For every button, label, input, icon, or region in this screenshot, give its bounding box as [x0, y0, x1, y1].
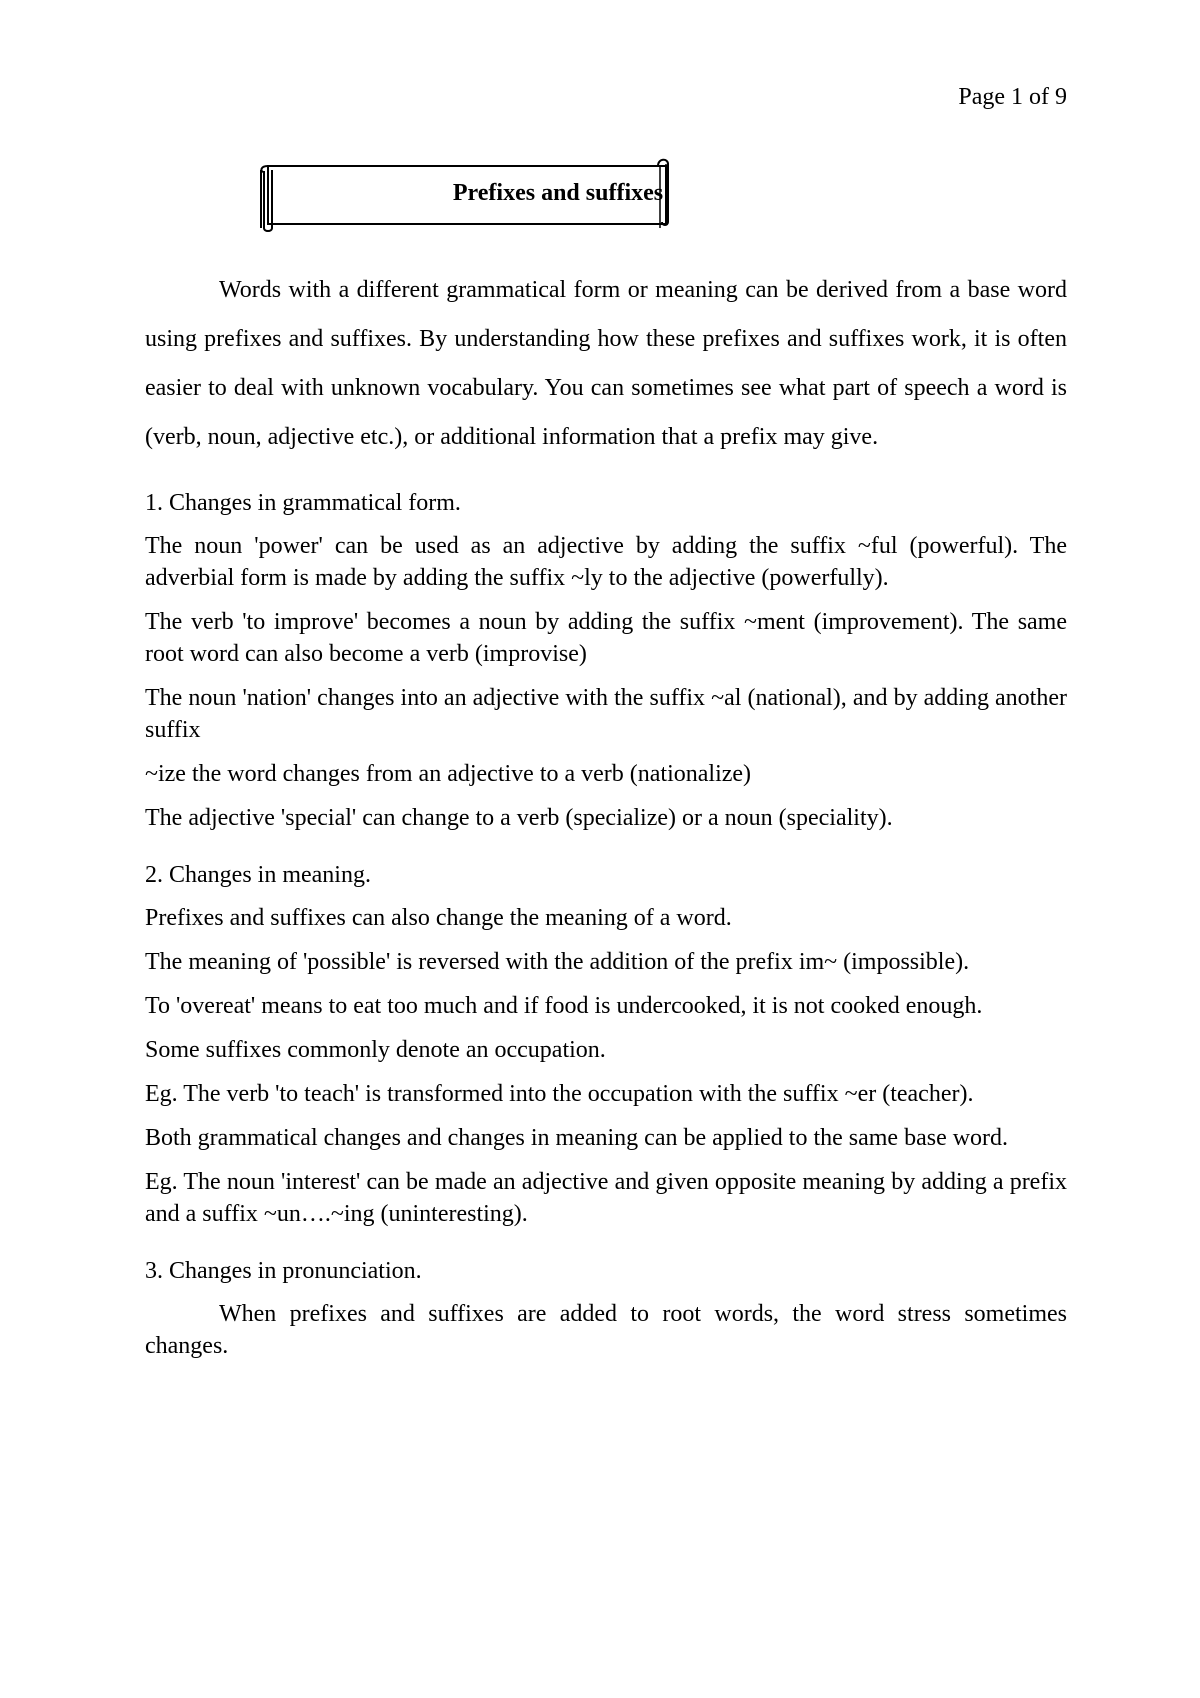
- section-heading: 3. Changes in pronunciation.: [145, 1258, 422, 1284]
- title-scroll-banner: [258, 158, 676, 232]
- document-body: [145, 258, 1067, 1374]
- paragraph: When prefixes and suffixes are added to root words, the word stress sometimes changes.: [145, 1301, 1067, 1359]
- section-meaning: [145, 860, 1067, 1230]
- paragraph: The verb 'to improve' becomes a noun by adding the suffix ~ment (improvement). The same root word can also become a verb (improvise): [145, 609, 1067, 667]
- paragraph: Some suffixes commonly denote an occupation.: [145, 1037, 606, 1063]
- section-heading: 2. Changes in meaning.: [145, 862, 371, 888]
- paragraph: Eg. The verb 'to teach' is transformed into the occupation with the suffix ~er (teacher).: [145, 1081, 974, 1107]
- section-pronunciation: [145, 1256, 1067, 1362]
- paragraph: The adjective 'special' can change to a verb (specialize) or a noun (speciality).: [145, 805, 893, 831]
- paragraph: To 'overeat' means to eat too much and if food is undercooked, it is not cooked enough.: [145, 993, 983, 1019]
- document-title: Prefixes and suffixes: [452, 180, 664, 206]
- paragraph: Both grammatical changes and changes in meaning can be applied to the same base word.: [145, 1125, 1009, 1151]
- paragraph: The noun 'power' can be used as an adjective by adding the suffix ~ful (powerful). The adverbial form is made by adding the suffix ~ly to the adjective (powerfully).: [145, 533, 1067, 591]
- section-grammatical-form: [145, 488, 1067, 834]
- paragraph: ~ize the word changes from an adjective to a verb (nationalize): [145, 761, 752, 787]
- paragraph: Eg. The noun 'interest' can be made an adjective and given opposite meaning by adding a prefix and a suffix ~un….~ing (uninteresting).: [145, 1169, 1067, 1227]
- section-heading: 1. Changes in grammatical form.: [145, 490, 461, 516]
- paragraph: The meaning of 'possible' is reversed with the addition of the prefix im~ (impossible).: [145, 949, 970, 975]
- intro-paragraph: Words with a different grammatical form or meaning can be derived from a base word using prefixes and suffixes. By understanding how these prefixes and suffixes work, it is often easier to deal with unknown vocabulary. You can sometimes see what part of speech a word is (verb, noun, adjective etc.), or additional information that a prefix may give.: [145, 277, 1067, 450]
- paragraph: Prefixes and suffixes can also change the meaning of a word.: [145, 905, 732, 931]
- paragraph: The noun 'nation' changes into an adjective with the suffix ~al (national), and by adding another suffix: [145, 685, 1067, 743]
- page-number: Page 1 of 9: [958, 84, 1067, 110]
